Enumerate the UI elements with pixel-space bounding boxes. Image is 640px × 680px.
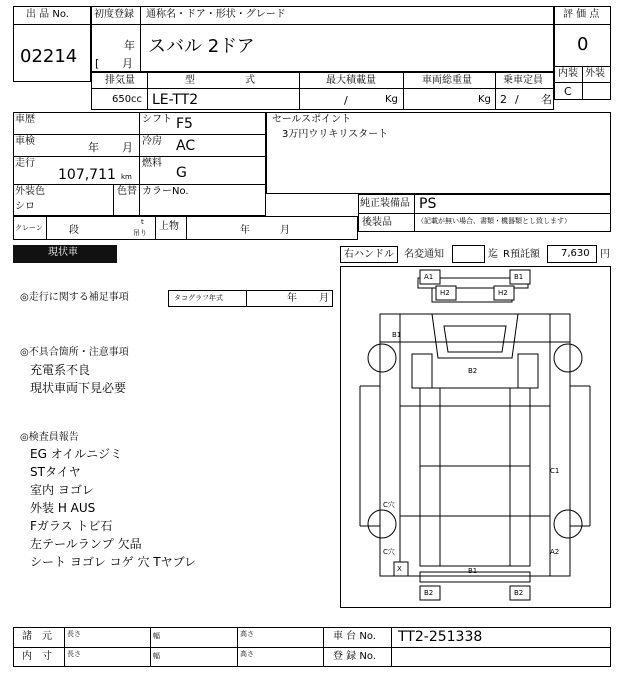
- capacity-label: 乗車定員: [503, 75, 543, 86]
- damage-mark: C1: [550, 467, 560, 475]
- max-load-sep: /: [344, 94, 348, 107]
- damage-mark: B1: [514, 273, 524, 281]
- interior-label: 内装: [558, 68, 578, 79]
- model-label-b: 式: [245, 75, 255, 86]
- inspection-month: 月: [122, 141, 133, 154]
- damage-mark: B2: [514, 589, 524, 597]
- divider: [403, 72, 404, 110]
- aftermarket-note: （記載が無い場合、書類・機器類とし致します）: [417, 217, 571, 225]
- divider: [139, 112, 140, 216]
- divider: [237, 627, 238, 667]
- damage-mark: H2: [498, 289, 508, 297]
- max-load-unit: Kg: [385, 94, 398, 105]
- crane-lift-label: 吊り: [133, 229, 147, 237]
- r-display-label: R預託額: [503, 249, 540, 260]
- name-label: 通称名・ドア・形状・グレード: [146, 9, 286, 20]
- inspector-line: 室内 ヨゴレ: [30, 483, 94, 497]
- color-no-label: カラーNo.: [142, 186, 189, 197]
- damage-mark: A2: [550, 548, 560, 556]
- crane-unit: 段: [69, 225, 79, 236]
- ext-color-value: シロ: [15, 201, 35, 212]
- divider: [299, 72, 300, 110]
- first-reg-year-label: 年: [124, 39, 135, 52]
- inspector-line: STタイヤ: [30, 465, 81, 479]
- tachograph-month: 月: [319, 293, 329, 304]
- divider: [155, 216, 156, 240]
- grade-value: 0: [577, 34, 589, 55]
- fuel-value: G: [176, 165, 187, 181]
- first-reg-label: 初度登録: [94, 9, 134, 20]
- divider: [113, 184, 114, 216]
- model-label-a: 型: [185, 75, 195, 86]
- divider: [495, 72, 496, 110]
- capacity-value: 2: [500, 93, 507, 106]
- height-label: 高さ: [240, 630, 254, 638]
- sales-point-value: 3万円ウリキリスタート: [282, 129, 389, 140]
- displacement-label: 排気量: [105, 75, 135, 86]
- mileage-label: 走行: [15, 158, 35, 169]
- deadline-label: 迄: [488, 249, 498, 260]
- upper-year: 年: [240, 225, 250, 236]
- inspector-title: ◎検査員報告: [20, 432, 79, 443]
- tachograph-label: タコグラフ年式: [174, 294, 223, 302]
- grade-label: 評 価 点: [563, 9, 600, 20]
- displacement-unit: cc: [131, 94, 142, 105]
- damage-mark: B1: [392, 331, 402, 339]
- height-label: 高さ: [240, 650, 254, 658]
- damage-mark: A1: [424, 273, 434, 281]
- damage-mark: C穴: [383, 501, 395, 509]
- model-value: LE-TT2: [152, 92, 199, 108]
- divider: [13, 647, 611, 648]
- r-display-value: 7,630: [561, 248, 590, 259]
- tachograph-year: 年: [287, 293, 297, 304]
- damage-mark: H2: [440, 289, 450, 297]
- divider: [140, 6, 141, 72]
- current-status-label: 現状車: [48, 247, 78, 258]
- damage-mark: C穴: [383, 548, 395, 556]
- fuel-label: 燃料: [142, 158, 162, 169]
- inspector-line: Fガラス トビ石: [30, 519, 113, 533]
- inspection-label: 車検: [15, 136, 35, 147]
- divider: [323, 627, 324, 667]
- divider: [147, 72, 148, 110]
- width-label: 幅: [153, 652, 160, 660]
- lot-no-label: 出 品 No.: [26, 9, 69, 20]
- inspector-line: シート ヨゴレ コゲ 穴 Tヤブレ: [30, 555, 197, 569]
- footer-specs-label: 諸 元: [22, 631, 52, 642]
- bracket-open: [: [95, 57, 100, 70]
- lot-no: 02214: [20, 46, 78, 67]
- inspection-year: 年: [88, 141, 99, 154]
- defect-item: 充電系不良: [30, 363, 91, 377]
- divider: [414, 194, 415, 232]
- divider: [391, 627, 392, 667]
- divider: [582, 66, 583, 100]
- name-change-label: 名変通知: [404, 249, 444, 260]
- gross-weight-label: 車両総重量: [422, 75, 472, 86]
- damage-mark: B2: [468, 367, 478, 375]
- aftermarket-label: 後装品: [362, 217, 392, 228]
- options-label: 純正装備品: [360, 198, 410, 209]
- first-reg-month-label: 月: [122, 57, 133, 70]
- ext-color-label: 外装色: [15, 186, 45, 197]
- divider: [150, 627, 151, 667]
- divider: [554, 24, 611, 25]
- damage-mark: B1: [468, 567, 478, 575]
- inspector-line: 外装 H AUS: [30, 501, 96, 515]
- crane-label: クレーン: [15, 224, 43, 232]
- steering-value: 右ハンドル: [344, 249, 394, 260]
- divider: [91, 88, 554, 89]
- divider: [91, 24, 554, 25]
- divider: [358, 213, 611, 214]
- divider: [13, 24, 91, 25]
- divider: [46, 216, 47, 240]
- aircon-label: 冷房: [142, 136, 162, 147]
- shift-value: F5: [176, 116, 193, 132]
- aircon-value: AC: [176, 138, 196, 154]
- sales-point-label: セールスポイント: [272, 114, 352, 125]
- length-label: 長さ: [67, 630, 81, 638]
- capacity-unit: 名: [541, 93, 552, 106]
- divider: [246, 290, 247, 307]
- shift-label: シフト: [142, 114, 172, 125]
- mileage-value: 107,711: [58, 167, 116, 183]
- chassis-value: TT2-251338: [398, 629, 483, 645]
- footer-interior-label: 内 寸: [22, 651, 52, 662]
- color-change-label: 色替: [117, 186, 137, 197]
- name-change-box: [452, 245, 485, 263]
- upper-label: 上物: [159, 221, 179, 232]
- history-label: 車歴: [15, 114, 35, 125]
- width-label: 幅: [153, 632, 160, 640]
- reg-label: 登 録 No.: [333, 651, 376, 662]
- gross-weight-unit: Kg: [478, 94, 491, 105]
- divider: [64, 627, 65, 667]
- car-diagram: [340, 266, 611, 608]
- mileage-unit: km: [121, 173, 132, 181]
- driving-notes-title: ◎走行に関する補足事項: [20, 292, 129, 303]
- inspector-line: 左テールランプ 欠品: [30, 537, 142, 551]
- displacement-value: 650: [112, 94, 132, 105]
- defect-item: 現状車両下見必要: [30, 381, 127, 395]
- car-name: スバル 2ドア: [148, 36, 255, 57]
- upper-month: 月: [280, 225, 290, 236]
- r-display-unit: 円: [600, 249, 610, 260]
- defects-title: ◎不具合箇所・注意事項: [20, 347, 129, 358]
- interior-value: C: [564, 85, 572, 98]
- capacity-sep: /: [515, 93, 519, 106]
- crane-t-label: t: [141, 218, 144, 226]
- chassis-label: 車 台 No.: [333, 631, 376, 642]
- length-label: 長さ: [67, 650, 81, 658]
- inspector-line: EG オイルニジミ: [30, 447, 123, 461]
- exterior-label: 外装: [585, 68, 605, 79]
- max-load-label: 最大積載量: [326, 75, 376, 86]
- damage-mark: B2: [424, 589, 434, 597]
- options-value: PS: [419, 196, 437, 212]
- divider: [186, 216, 187, 240]
- damage-mark: X: [397, 565, 402, 573]
